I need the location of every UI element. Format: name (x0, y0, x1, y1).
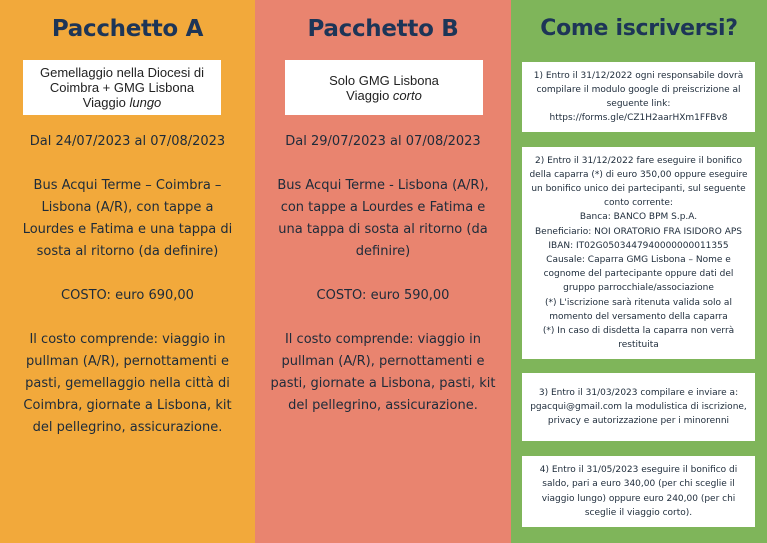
signup-step-1-text: 1) Entro il 31/12/2022 ogni responsabile dovrà compilare il modulo google di preiscrizione al seguente link: https://forms.gle/CZ1H2aarHXm1FFBv8 (533, 70, 744, 124)
package-a-box-line3 (23, 95, 221, 110)
signup-step-2-reason: Causale: Caparra GMG Lisbona – Nome e cognome del partecipante oppure dati del gruppo parrocchiale/associazione (543, 255, 734, 294)
package-b-dates: Dal 29/07/2023 al 07/08/2023 (285, 134, 481, 149)
package-a-route: Bus Acqui Terme – Coimbra – Lisbona (A/R), con tappe a Lourdes e Fatima e una tappa di sosta al ritorno (da definire) (22, 178, 233, 259)
signup-step-2 (522, 147, 755, 359)
package-b-cost: COSTO: euro 590,00 (316, 288, 450, 303)
package-a-column (0, 0, 255, 543)
signup-step-2-note-refund: (*) In caso di disdetta la caparra non verrà restituita (542, 326, 735, 351)
package-a-box-line2: Coimbra + GMG Lisbona (49, 80, 195, 95)
package-a-title: Pacchetto A (51, 16, 204, 42)
signup-step-2-bank: Banca: BANCO BPM S.p.A. (579, 212, 698, 223)
signup-step-2-beneficiary: Beneficiario: NOI ORATORIO FRA ISIDORO APS (535, 226, 742, 237)
package-b-title: Pacchetto B (307, 16, 459, 42)
signup-step-3 (522, 373, 755, 441)
signup-step-4 (522, 456, 755, 527)
package-a-trip-type: lungo (129, 95, 162, 110)
package-b-includes: Il costo comprende: viaggio in pullman (A/R), pernottamenti e pasti, giornate a Lisbona, pasti, kit del pellegrino, assicurazione. (270, 332, 496, 413)
package-b-box-line1: Solo GMG Lisbona (329, 72, 439, 88)
package-b-summary-box (285, 60, 483, 115)
package-a-details (14, 131, 241, 439)
package-a-summary-box (23, 60, 221, 115)
package-b-trip-label: Viaggio (346, 87, 393, 103)
package-a-cost: COSTO: euro 690,00 (61, 288, 194, 303)
package-b-column (255, 0, 511, 543)
signup-step-4-text: 4) Entro il 31/05/2023 eseguire il bonifico di saldo, pari a euro 340,00 (per chi sceglie il viaggio lungo) oppure euro 240,00 (per chi sceglie il viaggio corto). (539, 465, 738, 518)
signup-step-2-intro: 2) Entro il 31/12/2022 fare eseguire il bonifico della caparra (*) di euro 350,00 oppure eseguire un bonifico unico dei partecipanti, sul seguente conto corrente: (529, 155, 748, 209)
signup-title: Come iscriversi? (540, 16, 738, 41)
signup-column (511, 0, 767, 543)
package-a-dates: Dal 24/07/2023 al 07/08/2023 (29, 134, 226, 149)
package-b-box-line2 (285, 88, 483, 103)
package-a-box-line1: Gemellaggio nella Diocesi di (39, 65, 205, 80)
signup-step-2-note-validity: (*) L'iscrizione sarà ritenuta valida solo al momento del versamento della caparra (545, 297, 732, 322)
signup-step-2-iban: IBAN: IT02G0503447940000000011355 (548, 240, 729, 251)
signup-step-3-text: 3) Entro il 31/03/2023 compilare e inviare a: pgacqui@gmail.com la modulistica di iscrizione, privacy e autorizzazione per i minorenni (530, 387, 747, 427)
package-b-route: Bus Acqui Terme - Lisbona (A/R), con tappe a Lourdes e Fatima e una tappa di sosta al ritorno (da definire) (277, 178, 489, 259)
package-b-details (269, 131, 497, 417)
package-b-trip-type: corto (392, 87, 422, 103)
package-a-includes: Il costo comprende: viaggio in pullman (A/R), pernottamenti e pasti, gemellaggio nella città di Coimbra, giornate a Lisbona, kit del pellegrino, assicurazione. (23, 332, 232, 435)
signup-step-1 (522, 62, 755, 132)
package-a-trip-label: Viaggio (82, 95, 130, 110)
